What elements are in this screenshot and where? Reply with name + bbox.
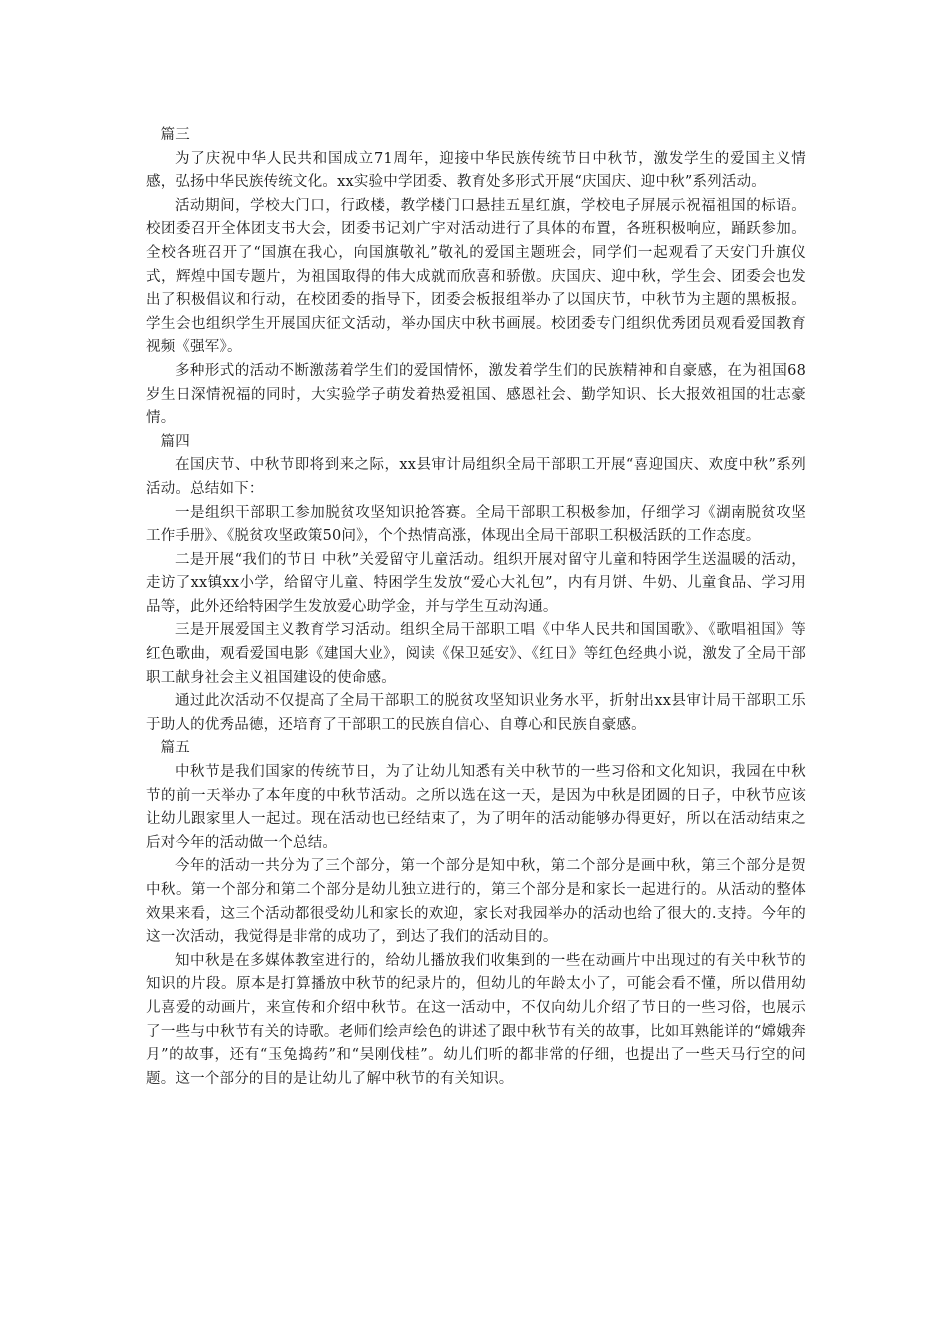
paragraph: 二是开展“我们的节日 中秋”关爱留守儿童活动。组织开展对留守儿童和特困学生送温暖的活动，走访了xx镇xx小学，给留守儿童、特困学生发放“爱心大礼包”，内有月饼、牛奶、儿童食品、学习用品等，此外还给特困学生发放爱心助学金，并与学生互动沟通。: [146, 551, 806, 615]
paragraph: 中秋节是我们国家的传统节日，为了让幼儿知悉有关中秋节的一些习俗和文化知识，我园在中秋节的前一天举办了本年度的中秋节活动。之所以选在这一天，是因为中秋是团圆的日子，中秋节应该让幼儿跟家里人一起过。现在活动也已经结束了，为了明年的活动能够办得更好，所以在活动结束之后对今年的活动做一个总结。: [146, 764, 806, 851]
paragraph: 多种形式的活动不断激荡着学生们的爱国情怀，激发着学生们的民族精神和自豪感，在为祖国68岁生日深情祝福的同时，大实验学子萌发着热爱祖国、感恩社会、勤学知识、长大报效祖国的壮志豪情。: [146, 362, 806, 427]
paragraph: 三是开展爱国主义教育学习活动。组织全局干部职工唱《中华人民共和国国歌》、《歌唱祖国》等红色歌曲，观看爱国电影《建国大业》，阅读《保卫延安》、《红日》等红色经典小说，激发了全局干部职工献身社会主义祖国建设的使命感。: [146, 622, 806, 686]
paragraph: 通过此次活动不仅提高了全局干部职工的脱贫攻坚知识业务水平，折射出xx县审计局干部职工乐于助人的优秀品德，还培育了干部职工的民族自信心、自尊心和民族自豪感。: [146, 693, 806, 733]
section-heading: 篇五: [160, 740, 190, 757]
paragraph: 活动期间，学校大门口，行政楼，教学楼门口悬挂五星红旗，学校电子屏展示祝福祖国的标语。校团委召开全体团支书大会，团委书记刘广宇对活动进行了具体的布置，各班积极响应，踊跃参加。全校各班召开了“国旗在我心，向国旗敬礼”敬礼的爱国主题班会，同学们一起观看了天安门升旗仪式，辉煌中国专题片，为祖国取得的伟大成就而欣喜和骄傲。庆国庆、迎中秋，学生会、团委会也发出了积极倡议和行动，在校团委的指导下，团委会板报组举办了以国庆节，中秋节为主题的黑板报。学生会也组织学生开展国庆征文活动，举办国庆中秋书画展。校团委专门组织优秀团员观看爱国教育视频《强军》。: [146, 197, 806, 356]
paragraph: 为了庆祝中华人民共和国成立71周年，迎接中华民族传统节日中秋节，激发学生的爱国主义情感，弘扬中华民族传统文化。xx实验中学团委、教育处多形式开展“庆国庆、迎中秋”系列活动。: [146, 150, 806, 191]
section-heading: 篇四: [160, 433, 190, 450]
section-heading: 篇三: [160, 127, 190, 143]
document-body: [146, 124, 806, 1091]
section-5: [146, 737, 806, 1091]
paragraph: 一是组织干部职工参加脱贫攻坚知识抢答赛。全局干部职工积极参加，仔细学习《湖南脱贫攻坚工作手册》、《脱贫攻坚政策50问》，个个热情高涨，体现出全局干部职工积极活跃的工作态度。: [146, 504, 806, 545]
section-3: [146, 124, 806, 431]
section-4: [146, 431, 806, 738]
paragraph: 今年的活动一共分为了三个部分，第一个部分是知中秋，第二个部分是画中秋，第三个部分是贺中秋。第一个部分和第二个部分是幼儿独立进行的，第三个部分是和家长一起进行的。从活动的整体效果来看，这三个活动都很受幼儿和家长的欢迎，家长对我园举办的活动也给了很大的.支持。今年的这一次活动，我觉得是非常的成功了，到达了我们的活动目的。: [146, 858, 806, 946]
paragraph: 在国庆节、中秋节即将到来之际，xx县审计局组织全局干部职工开展“喜迎国庆、欢度中秋”系列活动。总结如下：: [146, 457, 806, 497]
paragraph: 知中秋是在多媒体教室进行的，给幼儿播放我们收集到的一些在动画片中出现过的有关中秋节的知识的片段。原本是打算播放中秋节的纪录片的，但幼儿的年龄太小了，可能会看不懂，所以借用幼儿喜爱的动画片，来宣传和介绍中秋节。在这一活动中，不仅向幼儿介绍了节日的一些习俗，也展示了一些与中秋节有关的诗歌。老师们绘声绘色的讲述了跟中秋节有关的故事，比如耳熟能详的“嫦娥奔月”的故事，还有“玉兔捣药”和“吴刚伐桂”。幼儿们听的都非常的仔细，也提出了一些天马行空的问题。这一个部分的目的是让幼儿了解中秋节的有关知识。: [146, 952, 806, 1087]
